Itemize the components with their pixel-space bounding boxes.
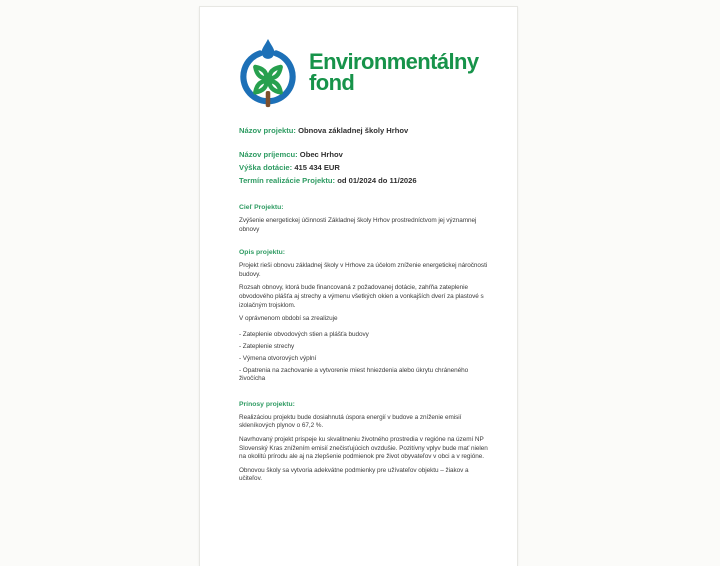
environmental-fund-logo	[239, 38, 491, 110]
document-page	[199, 6, 518, 566]
logo-word-line2: fond	[309, 70, 355, 95]
description-bullet: - Výmena otvorových výplní	[239, 354, 317, 362]
description-paragraph: Projekt rieši obnovu základnej školy v Hrhove za účelom zníženie energetickej náročnosti budovy.	[239, 262, 488, 278]
benefits-paragraph: Realizáciou projektu bude dosiahnutá úspora energií v budove a zníženie emisií skleníkových plynov o 67,2 %.	[239, 413, 462, 430]
section-goal	[239, 203, 491, 234]
section-benefits	[239, 400, 491, 484]
grant-amount-value: 415 434 EUR	[294, 163, 340, 172]
water-drop-icon	[262, 39, 275, 59]
realization-term-value: od 01/2024 do 11/2026	[337, 176, 417, 185]
recipient-label: Názov príjemcu:	[239, 150, 298, 159]
description-bullet: - Zateplenie strechy	[239, 342, 295, 350]
realization-term-line	[239, 174, 491, 187]
recipient-value: Obec Hrhov	[299, 150, 343, 159]
stem-icon	[266, 91, 271, 107]
realization-term-label: Termín realizácie Projektu:	[239, 176, 336, 185]
description-bullet: - Zateplenie obvodových stien a plášťa budovy	[239, 330, 369, 338]
benefits-paragraph: Obnovou školy sa vytvoria adekvátne podmienky pre užívateľov objektu – žiakov a učiteľov.	[239, 466, 469, 483]
grant-amount-label: Výška dotácie:	[239, 163, 293, 172]
goal-section-title: Cieľ Projektu:	[239, 204, 284, 211]
logo-word-line1: Environmentálny	[309, 49, 479, 74]
goal-paragraph: Zvýšenie energetickej účinnosti Základnej školy Hrhov prostredníctvom jej významnej obnovy	[239, 217, 477, 233]
project-name-label: Názov projektu:	[239, 126, 296, 135]
description-paragraph: V oprávnenom období sa zrealizuje	[239, 315, 338, 323]
benefits-paragraph: Navrhovaný projekt prispeje ku skvalitneniu životného prostredia v regióne na území NP Slovenský Kras znížením emisií znečisťujúcich ovzdušie. Pozitívny vplyv bude mať nielen na okolitú prírodu ale aj na zlepšenie podmienok pre život obyvateľov v obci a v regióne.	[239, 435, 488, 461]
description-paragraph: Rozsah obnovy, ktorá bude financovaná z požadovanej dotácie, zahŕňa zateplenie obvodového plášťa aj strechy a výmenu všetkých okien a vonkajších dverí za plastové s izolačným trojsklom.	[239, 284, 484, 309]
description-section-title: Opis projektu:	[239, 249, 286, 257]
recipient-line	[239, 148, 491, 161]
logo-mark-icon	[239, 38, 297, 110]
project-meta-group	[239, 148, 491, 187]
description-bullet: - Opatrenia na zachovanie a vytvorenie miest hniezdenia alebo úkrytu chráneného živočícha	[239, 366, 469, 382]
project-name-line	[239, 126, 491, 135]
plant-leaves-icon	[253, 65, 283, 95]
project-name-value: Obnova základnej školy Hrhov	[298, 126, 409, 135]
logo-wordmark	[309, 51, 478, 93]
benefits-section-title: Prínosy projektu:	[239, 400, 295, 408]
section-description	[239, 248, 491, 383]
grant-amount-line	[239, 161, 491, 174]
